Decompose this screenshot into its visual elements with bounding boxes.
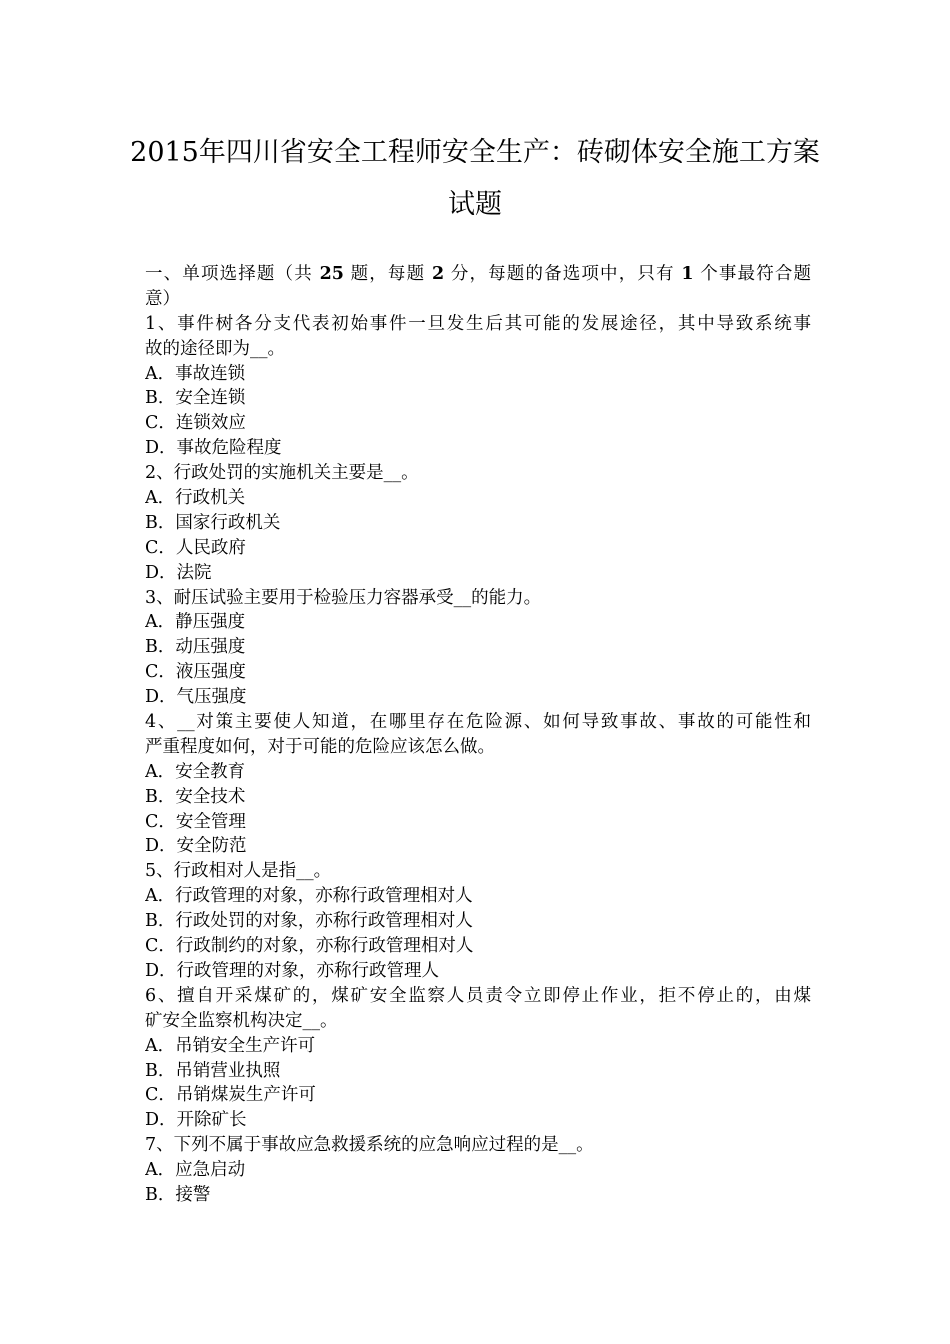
question-stem: 7、下列不属于事故应急救援系统的应急响应过程的是__。 [145,1135,594,1156]
answer-option: A．行政机关 [145,488,246,509]
question-stem: 严重程度如何，对于可能的危险应该怎么做。 [145,736,495,757]
question-stem: 4、__对策主要使人知道，在哪里存在危险源、如何导致事故、事故的可能性和 [145,712,811,733]
answer-option: D．行政管理的对象，亦称行政管理人 [145,960,440,981]
answer-option: C．液压强度 [145,662,246,683]
answer-option: A．应急启动 [145,1160,246,1181]
answer-option: B．接警 [145,1184,211,1205]
answer-option: B．行政处罚的对象，亦称行政管理相对人 [145,911,473,932]
section-heading-continued: 意） [145,288,180,309]
answer-option: C．安全管理 [145,811,246,832]
question-stem: 5、行政相对人是指__。 [145,861,332,882]
answer-option: B．安全连锁 [145,388,246,409]
answer-option: C．吊销煤炭生产许可 [145,1085,316,1106]
answer-option: B．国家行政机关 [145,512,281,533]
answer-option: A．行政管理的对象，亦称行政管理相对人 [145,886,473,907]
answer-option: D．开除矿长 [145,1110,247,1131]
question-stem: 3、耐压试验主要用于检验压力容器承受__的能力。 [145,587,542,608]
answer-option: D．安全防范 [145,836,247,857]
question-stem: 2、行政处罚的实施机关主要是__。 [145,463,419,484]
document-body [145,262,811,1208]
answer-option: D．法院 [145,562,212,583]
question-stem: 故的途径即为__。 [145,338,285,359]
section-heading: 一、单项选择题（共 25 题，每题 2 分，每题的备选项中，只有 1 个事最符合题 [145,264,811,284]
answer-option: D．气压强度 [145,687,247,708]
question-stem: 矿安全监察机构决定__。 [145,1010,338,1031]
document-title-line-2: 试题 [448,189,502,220]
answer-option: A．事故连锁 [145,363,246,384]
answer-option: A．吊销安全生产许可 [145,1035,316,1056]
answer-option: D．事故危险程度 [145,438,282,459]
question-stem: 1、事件树各分支代表初始事件一旦发生后其可能的发展途径，其中导致系统事 [145,313,811,334]
answer-option: C．人民政府 [145,537,246,558]
answer-option: C．连锁效应 [145,413,246,434]
document-title-line-1: 2015年四川省安全工程师安全生产：砖砌体安全施工方案 [130,137,820,168]
answer-option: A．安全教育 [145,761,246,782]
answer-option: B．安全技术 [145,786,246,807]
answer-option: B．动压强度 [145,637,246,658]
answer-option: B．吊销营业执照 [145,1060,281,1081]
question-stem: 6、擅自开采煤矿的，煤矿安全监察人员责令立即停止作业，拒不停止的，由煤 [145,985,811,1006]
answer-option: C．行政制约的对象，亦称行政管理相对人 [145,936,474,957]
answer-option: A．静压强度 [145,612,246,633]
